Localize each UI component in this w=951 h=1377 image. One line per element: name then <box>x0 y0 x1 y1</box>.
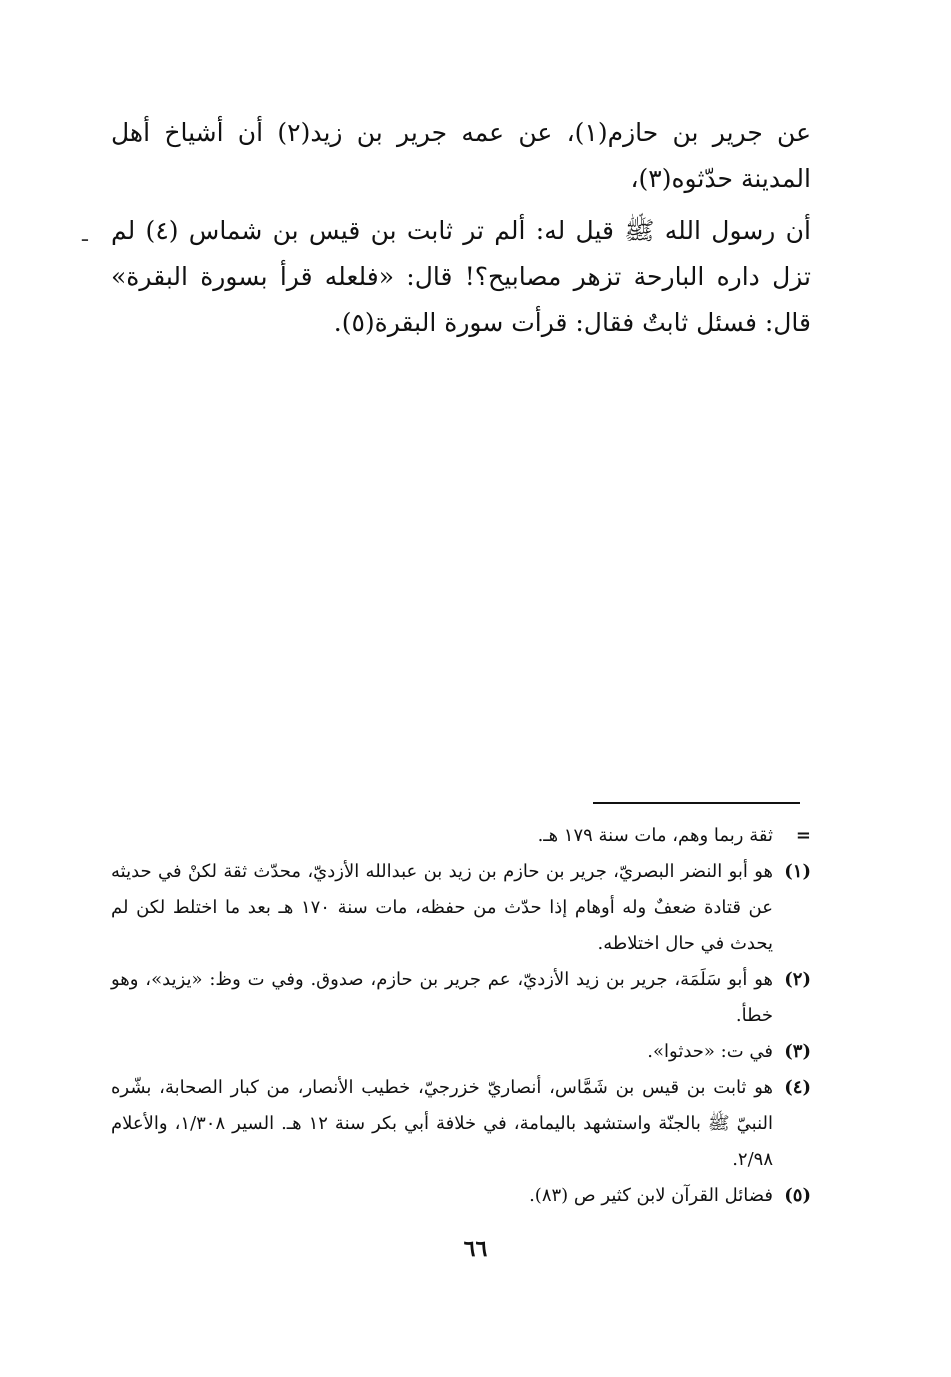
footnotes <box>111 818 811 1214</box>
footnote-text: هو ثابت بن قيس بن شَمَّاس، أنصاريّ خزرجيّ، خطيب الأنصار، من كبار الصحابة، بشّره النبيّ ﷺ بالجنّة واستشهد باليمامة، في خلافة أبي بكر سنة ١٢ هـ. السير ١/٣٠٨، والأعلام ٢/٩٨. <box>111 1077 773 1170</box>
footnote-3 <box>111 1034 811 1070</box>
footnote-text: في ت: «حدثوا». <box>647 1041 773 1062</box>
main-paragraph-2: أن رسول الله ﷺ قيل له: ألم تر ثابت بن قيس بن شماس (٤) لم تزل داره البارحة تزهر مصابيح؟! قال: «فلعله قرأ بسورة البقرة» قال: فسئل ثابتٌ فقال: قرأت سورة البقرة(٥). <box>111 216 811 337</box>
main-paragraph-1: عن جرير بن حازم(١)، عن عمه جرير بن زيد(٢) أن أشياخ أهل المدينة حدّثوه(٣)، <box>111 118 812 193</box>
footnote-text: فضائل القرآن لابن كثير ص (٨٣). <box>529 1185 773 1206</box>
footnote-1 <box>111 854 811 962</box>
footnote-number: (١) <box>784 861 811 882</box>
footnote-continuation <box>111 818 811 854</box>
footnote-separator <box>593 802 800 804</box>
margin-mark: ـ <box>82 222 88 246</box>
footnote-text: ثقة ربما وهم، مات سنة ١٧٩ هـ. <box>537 825 773 846</box>
footnote-5 <box>111 1178 811 1214</box>
footnote-marker: = <box>795 825 811 846</box>
footnote-text: هو أبو النضر البصريّ، جرير بن حازم بن زيد بن عبدالله الأزديّ، محدّث ثقة لكنْ في حديثه عن قتادة ضعفٌ وله أوهام إذا حدّث من حفظه، مات سنة ١٧٠ هـ بعد ما اختلط لكن لم يحدث في حال اختلاطه. <box>111 861 774 954</box>
footnote-number: (٥) <box>784 1185 811 1206</box>
footnote-number: (٢) <box>784 969 811 990</box>
footnote-text: هو أبو سَلَمَة، جرير بن زيد الأزديّ، عم جرير بن حازم، صدوق. وفي ت وظ: «يزيد»، وهو خطأ. <box>111 969 773 1026</box>
footnote-number: (٤) <box>784 1077 811 1098</box>
footnote-4 <box>111 1070 811 1178</box>
page-number: ٦٦ <box>463 1236 488 1262</box>
footnote-2 <box>111 962 811 1034</box>
footnote-number: (٣) <box>784 1041 811 1062</box>
